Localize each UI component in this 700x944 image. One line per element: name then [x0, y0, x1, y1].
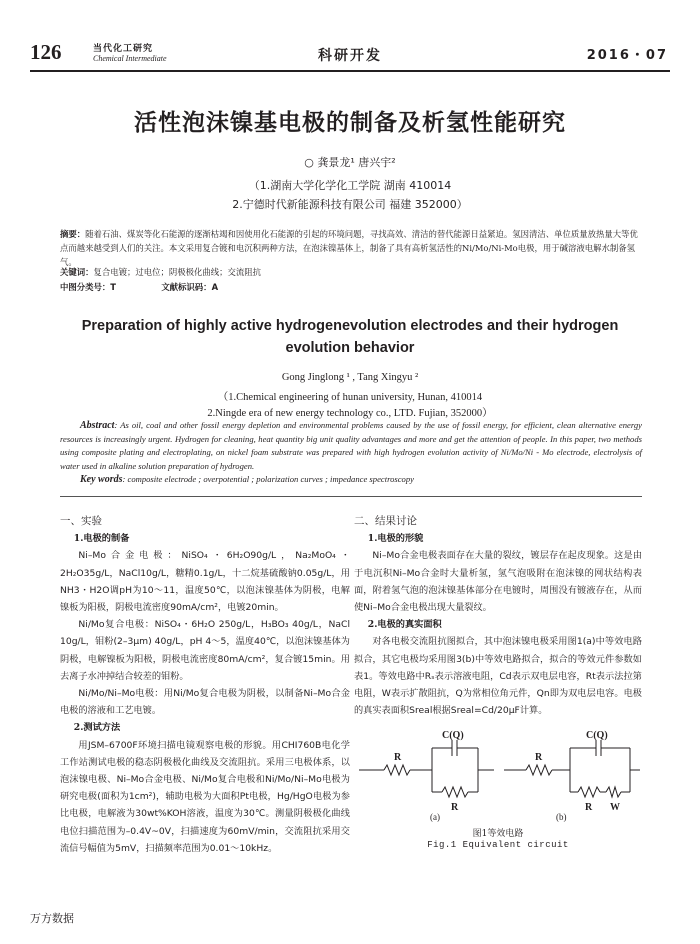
keywords-cn-text: 复合电镀；过电位；阴极极化曲线；交流阻抗 — [93, 267, 261, 277]
title-cn: 活性泡沫镍基电极的制备及析氢性能研究 — [134, 110, 566, 136]
doc-code-value: A — [211, 282, 219, 292]
authors-cn: ○ 龚景龙¹ 唐兴宇² — [304, 156, 396, 169]
resistor-symbol — [578, 787, 600, 797]
resistor-symbol — [442, 787, 468, 797]
resistor-symbol — [384, 765, 410, 775]
journal-name-cn: 当代化工研究 — [93, 44, 154, 54]
paragraph-nimo-alloy: Ni–Mo合金电极：NiSO₄・6H₂O90g/L，Na₂MoO₄・2H₂O35g/L，NaCl10g/L，糖精0.1g/L，十二烷基硫酸钠0.05g/L，用NH3・H2O调pH为10～11，温度50℃，以泡沫镍基体为阴极，电解镍板为阳极，阴极电流密度90mA/cm²，电镀20min。 — [60, 550, 350, 614]
label-r-b1: R — [535, 752, 543, 763]
label-r-a2: R — [451, 802, 459, 813]
affiliation-en-1: （1.Chemical engineering of hunan university, Hunan, 410014 — [217, 392, 483, 403]
abstract-cn-text: 随着石油、煤炭等化石能源的逐渐枯竭和因使用化石能源的引起的环境问题，寻找高效、清洁的替代能源日益紧迫。氢因清洁、单位质量放热量大等优点而越来越受到人们的关注。本文采用复合镀和电沉积两种方法，在泡沫镍基体上，制备了具有高析氢活性的Ni/Mo/Ni-Mo电极，用于碱溶液电解水制备氢气。 — [60, 229, 638, 267]
keywords-en-text: : composite electrode ; overpotential ; polarization curves ; impedance spectroscopy — [122, 474, 414, 484]
affiliation-cn-1: （1.湖南大学化学化工学院 湖南 410014 — [248, 179, 452, 192]
figure-sub-a: (a) — [430, 812, 440, 822]
classification-line — [60, 280, 642, 294]
heading-real-area: 2.电极的真实面积 — [367, 619, 442, 631]
journal-name-en: Chemical Intermediate — [93, 54, 167, 63]
abstract-cn — [60, 227, 642, 269]
authors-en: Gong Jinglong ¹ , Tang Xingyu ² — [281, 372, 419, 383]
title-en: Preparation of highly active hydrogenevolution electrodes and their hydrogen evolution behavior — [81, 318, 619, 356]
paragraph-morphology: Ni–Mo合金电极表面存在大量的裂纹，镀层存在起皮现象。这是由于电沉积Ni–Mo合金时大量析氢，氢气泡吸附在泡沫镍的网状结构表面，附着氢气泡的泡沫镍基体部分在电镀时，周围没有镀液存在，从而使Ni–Mo合金电极出现大量裂纹。 — [354, 550, 642, 614]
label-c-a: C(Q) — [442, 730, 464, 741]
paragraph-ni-mo-nimo: Ni/Mo/Ni–Mo电极：用Ni/Mo复合电极为阴极，以制备Ni–Mo合金电极的溶液和工艺电镀。 — [60, 688, 350, 717]
heading-experiment: 一、实验 — [60, 515, 102, 527]
keywords-en-label: Key words — [80, 474, 123, 485]
footer-watermark: 万方数据 — [30, 912, 74, 925]
section-name: 科研开发 — [318, 48, 382, 64]
heading-test-method: 2.测试方法 — [73, 722, 121, 734]
label-c-b: C(Q) — [586, 730, 608, 741]
label-r-b2: R — [585, 802, 593, 813]
label-w-b: W — [610, 802, 620, 813]
right-column — [354, 513, 642, 719]
page-number: 126 — [30, 40, 62, 64]
left-column — [60, 513, 350, 857]
issue-label: 2016・07 — [586, 48, 668, 63]
abstract-en-text: : As oil, coal and other fossil energy depletion and environmental problems caused by the use of fossil energy, for efficient, clean alternative energy resources is increasingly urgent. Hydrogen for cleaning, heat quantity big unit quality advantages and more and get the attention of people. In this paper, two methods using composite plating and electroplating, on nickel foam substrate was prepared with high hydrogen evolution activity of Ni/Mo/Ni - Mo electrode, electrolysis of water used in alkaline solution preparation of hydrogen. — [60, 420, 642, 472]
header-rule — [30, 70, 670, 72]
keywords-cn — [60, 265, 642, 279]
abstract-cn-label: 摘要： — [60, 229, 86, 239]
paragraph-real-area: 对各电极交流阻抗图拟合，其中泡沫镍电极采用图1(a)中等效电路拟合，其它电极均采用图3(b)中等效电路拟合，拟合的等效元件参数如表1。等效电路中Rₛ表示溶液电阻，Cd表示双电层电容，Rt表示法拉第电阻，W表示扩散阻抗，Q为常相位角元件，Qn即为双电层电容。电极的真实表面积Sreal根据Sreal=Cd/20μF计算。 — [354, 636, 642, 717]
abstract-en-label: Abstract — [80, 420, 115, 431]
keywords-cn-label: 关键词： — [60, 267, 94, 277]
warburg-symbol — [606, 787, 621, 797]
resistor-symbol — [526, 765, 552, 775]
clc-value: T — [110, 282, 116, 292]
paragraph-nimo-composite: Ni/Mo复合电极：NiSO₄・6H₂O 250g/L，H₃BO₃ 40g/L，NaCl 10g/L，钼粉(2–3μm) 40g/L，pH 4～5，温度40℃，以泡沫镍基体为阴极，电解镍板为阳极，阴极电流密度80mA/cm²，复合镀15min。用去离子水冲掉结合较差的钼粉。 — [60, 619, 350, 682]
affiliation-cn-2: 2.宁德时代新能源科技有限公司 福建 352000） — [232, 198, 468, 211]
heading-electrode-prep: 1.电极的制备 — [73, 533, 130, 545]
heading-results: 二、结果讨论 — [354, 515, 417, 527]
paragraph-test-method: 用JSM–6700F环境扫描电镜观察电极的形貌。用CHI760B电化学工作站测试电极的稳态阴极极化曲线及交流阻抗。采用三电极体系，以泡沫镍电极、Ni–Mo合金电极、Ni/Mo复合电极和Ni/Mo/Ni–Mo电极为研究电极(面积为1cm²)，辅助电极为大面积Pt电极，Hg/HgO电极为参比电极，电解液为30wt%KOH溶液，温度为30℃。测量阴极极化曲线电位扫描范围为–0.4V~0V，扫描速度为60mV/min，交流阻抗采用交流信号幅值为5mV，扫描频率范围为0.01～10kHz。 — [60, 739, 350, 854]
keywords-en — [80, 474, 642, 485]
figure-sub-b: (b) — [556, 812, 567, 822]
figure-caption-en: Fig.1 Equivalent circuit — [427, 840, 569, 850]
doc-code-label: 文献标识码： — [161, 282, 212, 292]
affiliation-en-2: 2.Ningde era of new energy technology co., LTD. Fujian, 352000） — [207, 408, 493, 419]
label-r-a1: R — [394, 752, 402, 763]
abstract-en — [60, 419, 642, 474]
clc-label: 中图分类号： — [60, 282, 111, 292]
heading-morphology: 1.电极的形貌 — [367, 533, 424, 545]
abstract-divider — [60, 496, 642, 497]
figure-caption-cn: 图1等效电路 — [472, 829, 524, 839]
